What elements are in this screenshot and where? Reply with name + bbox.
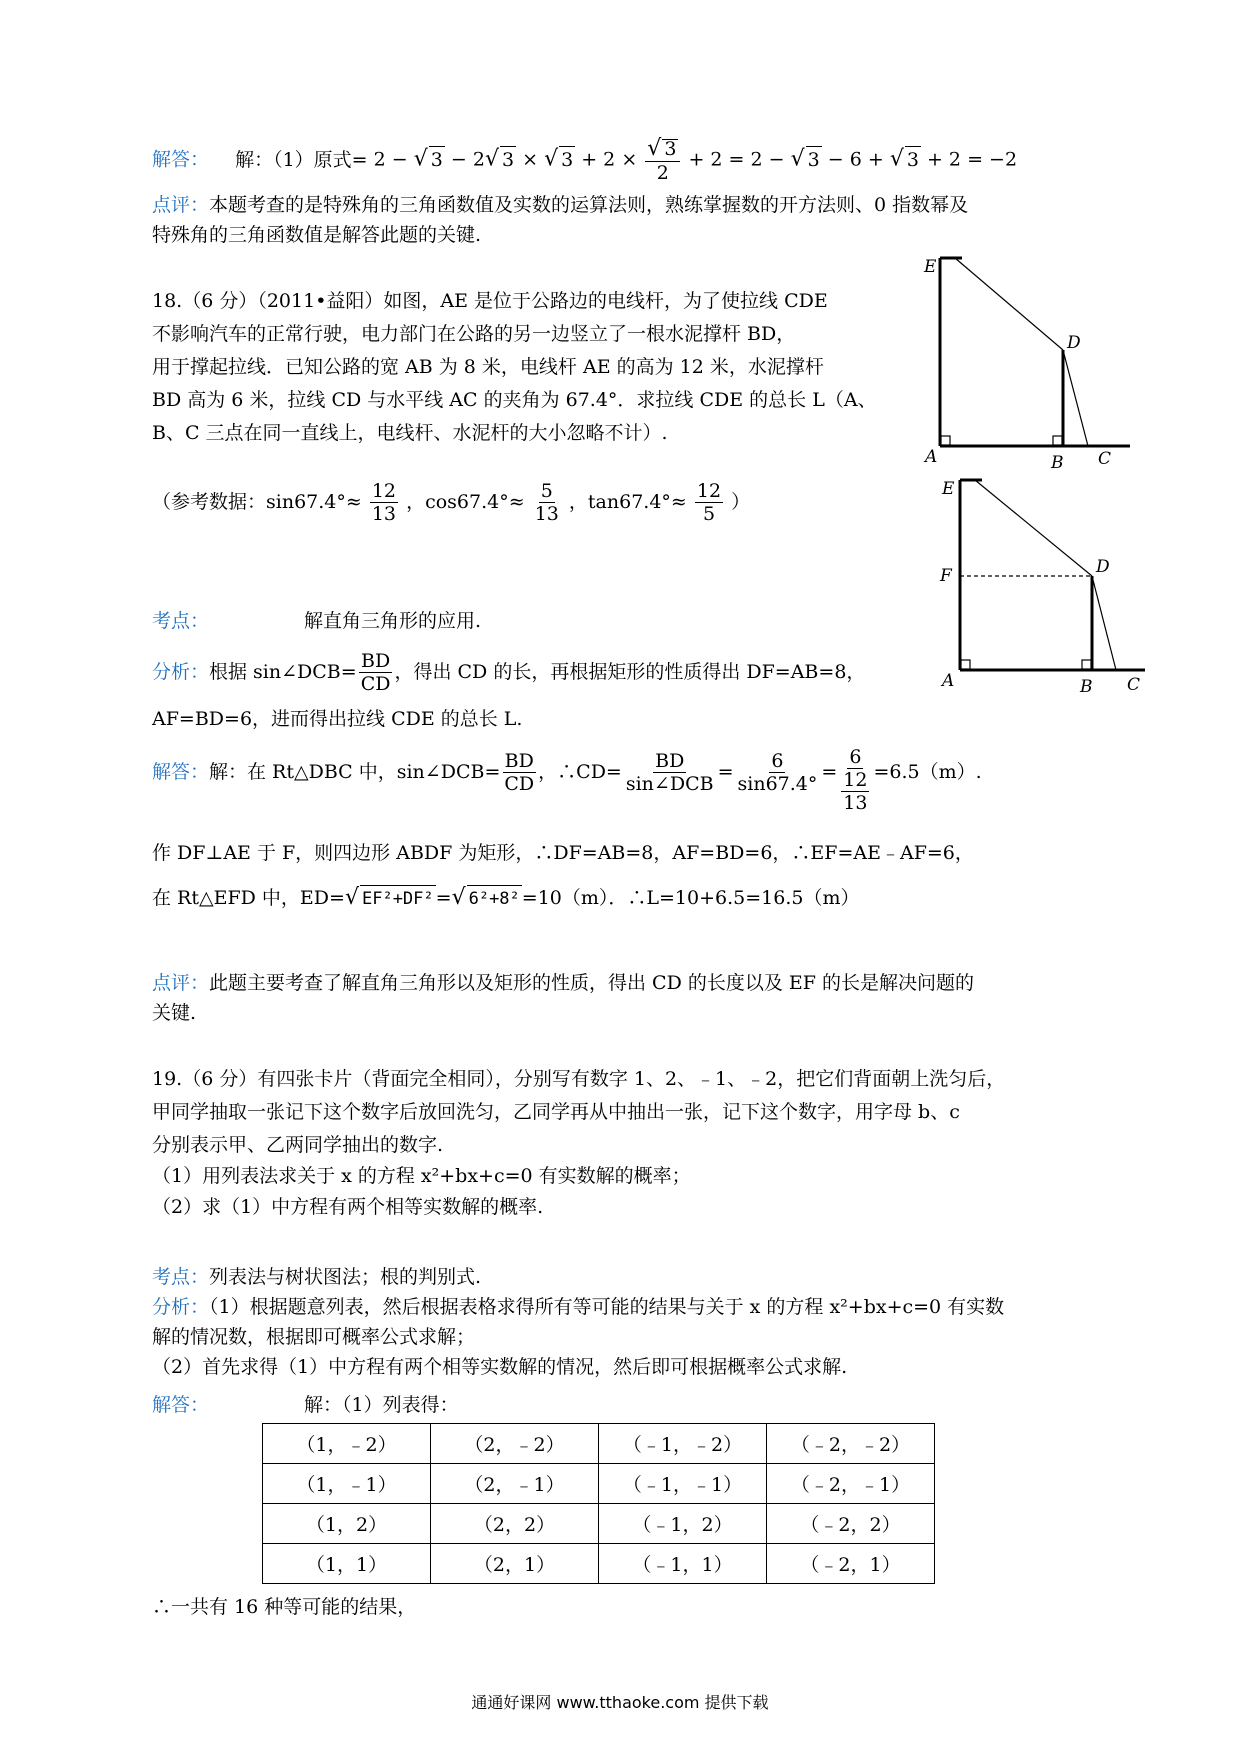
frac-num: BD (655, 750, 685, 772)
figure-2-diagram (920, 472, 1155, 700)
analysis-text: ，得出 CD 的长，再根据矩形的性质得出 DF=AB=8， (394, 661, 866, 683)
frac-num: 12 (371, 480, 397, 502)
frac-den: CD (504, 773, 535, 795)
frac-den: 13 (371, 503, 397, 525)
statement-line: 分别表示甲、乙两同学抽出的数字. (152, 1134, 444, 1156)
ref-text: ） (731, 491, 751, 513)
table-cell: （2，﹣2） (431, 1424, 599, 1464)
answer-label: 解答： (152, 1394, 210, 1416)
table-cell: （﹣1，1） (599, 1544, 767, 1584)
answer-label: 解答： (152, 148, 210, 171)
q19-point (152, 1264, 481, 1291)
q17-comment (152, 192, 968, 219)
frac-den: 5 (702, 503, 716, 525)
sqrt-value: 3 (905, 146, 921, 174)
table-cell: （﹣2，﹣2） (767, 1424, 935, 1464)
label-b: B (1051, 453, 1064, 473)
wire-dc (1063, 350, 1088, 446)
frac-num: 6 (771, 750, 784, 772)
table-cell: （﹣2，1） (767, 1544, 935, 1584)
answer-text: =6.5（m）. (873, 761, 982, 783)
frac-num: BD (360, 650, 391, 672)
expr-part: + 2 × (575, 148, 644, 171)
equals: = (435, 887, 452, 909)
answer-text: ，∴CD= (538, 761, 622, 783)
q18-comment (152, 970, 974, 997)
table-cell: （﹣1，﹣1） (599, 1464, 767, 1504)
analysis-label: 分析： (152, 661, 210, 683)
q19-analysis (152, 1294, 1112, 1381)
statement-line: 18.（6 分）（2011•益阳）如图，AE 是位于公路边的电线杆，为了使拉线 CDE (152, 290, 828, 312)
q18-comment-line2: 关键. (152, 1002, 197, 1024)
equals: = (717, 761, 734, 783)
outcome-table (262, 1423, 935, 1584)
statement-line: B、C 三点在同一直线上，电线杆、水泥杆的大小忽略不计）. (152, 422, 668, 444)
fraction (502, 752, 536, 794)
label-d: D (1067, 333, 1081, 353)
fraction (370, 482, 398, 524)
table-cell: （2，﹣1） (431, 1464, 599, 1504)
table-cell: （﹣1，2） (599, 1504, 767, 1544)
answer-text: 在 Rt△EFD 中，ED= (152, 887, 345, 909)
right-angle-a (941, 436, 950, 445)
statement-line: 不影响汽车的正常行驶，电力部门在公路的另一边竖立了一根水泥撑杆 BD， (152, 323, 796, 345)
frac-num: 3 (664, 138, 677, 160)
q18-reference-data (152, 482, 750, 524)
frac-den: CD (360, 673, 391, 695)
answer-text: 解：在 Rt△DBC 中，sin∠DCB= (209, 761, 501, 783)
q18-answer-line2: 作 DF⊥AE 于 F，则四边形 ABDF 为矩形，∴DF=AB=8，AF=BD=6，∴EF=AE﹣AF=6， (152, 842, 974, 864)
table-cell: （1，﹣1） (263, 1464, 431, 1504)
point-label: 考点： (152, 610, 210, 632)
frac-den: 13 (843, 792, 868, 814)
fraction (695, 482, 723, 524)
label-c: C (1098, 449, 1112, 469)
analysis-line: 解的情况数，根据即可概率公式求解； (152, 1326, 476, 1348)
expr-part: − 6 + (821, 148, 890, 171)
fraction (736, 752, 820, 794)
sqrt-value: 3 (559, 146, 575, 174)
label-f: F (940, 566, 952, 586)
analysis-line: （2）首先求得（1）中方程有两个相等实数解的情况，然后即可根据概率公式求解. (152, 1356, 848, 1378)
wire-ed (955, 258, 1063, 350)
point-text: 列表法与树状图法；根的判别式. (209, 1266, 482, 1288)
sqrt-value: 3 (806, 146, 822, 174)
sub-question-1: （1）用列表法求关于 x 的方程 x²+bx+c=0 有实数解的概率； (152, 1165, 691, 1187)
sqrt-value: EF²+DF² (360, 885, 436, 913)
equals: = (821, 761, 838, 783)
label-a: A (942, 671, 955, 691)
analysis-text: 根据 sin∠DCB= (209, 661, 357, 683)
q19-conclusion: ∴一共有 16 种等可能的结果， (152, 1596, 417, 1618)
label-c: C (1127, 675, 1141, 695)
q17-answer-line: 解答： 解：（1）原式= 2 − √ 3 − 2√ 3 × √ 3 + 2 × $\frac{√ 3}{2}$ + 2 = 2 − √ 3 − 6 + √ 3 + 2 = −2 (152, 136, 1018, 184)
label-e: E (942, 479, 955, 499)
answer-text: 解：（1）列表得： (304, 1394, 459, 1416)
sqrt-value: 3 (500, 146, 516, 174)
table-row (263, 1504, 935, 1544)
wire-ed (975, 480, 1092, 576)
fraction (533, 482, 561, 524)
label-b: B (1080, 677, 1093, 697)
label-a: A (925, 447, 938, 467)
frac-den: sin67.4° (737, 773, 818, 795)
frac-den: 2 (656, 162, 669, 184)
q19-answer (152, 1392, 459, 1419)
table-row (263, 1424, 935, 1464)
statement-line: 19.（6 分）有四张卡片（背面完全相同），分别写有数字 1、2、﹣1、﹣2，把它们背面朝上洗匀后， (152, 1068, 1006, 1090)
q17-answer-text: 解：（1）原式= (235, 148, 368, 171)
comment-text: 此题主要考查了解直角三角形以及矩形的性质，得出 CD 的长度以及 EF 的长是解决问题的 (209, 972, 974, 994)
ref-text: ，tan67.4°≈ (568, 491, 687, 513)
nested-fraction (839, 748, 871, 813)
q19-statement (152, 1066, 1112, 1221)
frac-num: BD (504, 750, 534, 772)
q18-analysis (152, 652, 865, 694)
wire-dc (1092, 576, 1116, 670)
frac-den-nested (839, 769, 871, 813)
sub-question-2: （2）求（1）中方程有两个相等实数解的概率. (152, 1196, 544, 1218)
analysis-text: （1）根据题意列表，然后根据表格求得所有等可能的结果与关于 x 的方程 x²+bx+c=0 有实数 (209, 1296, 1005, 1318)
table-cell: （1，1） (263, 1544, 431, 1584)
q18-analysis-line2: AF=BD=6，进而得出拉线 CDE 的总长 L. (152, 708, 523, 730)
ref-text: ，cos67.4°≈ (406, 491, 525, 513)
statement-line: 甲同学抽取一张记下这个数字后放回洗匀，乙同学再从中抽出一张，记下这个数字，用字母 b、c (152, 1101, 960, 1123)
frac-den: 13 (534, 503, 559, 525)
fraction (359, 652, 393, 694)
comment-label: 点评： (152, 194, 210, 216)
q18-statement (152, 288, 912, 447)
table-cell: （2，2） (431, 1504, 599, 1544)
expr-part: × (516, 148, 545, 171)
comment-label: 点评： (152, 972, 210, 994)
point-text: 解直角三角形的应用. (304, 610, 482, 632)
sqrt-value: 3 (429, 146, 445, 174)
q18-point (152, 608, 481, 635)
table-cell: （1，﹣2） (263, 1424, 431, 1464)
expr-part: + 2 = −2 (920, 148, 1018, 171)
label-e: E (924, 257, 937, 277)
table-cell: （﹣2，﹣1） (767, 1464, 935, 1504)
answer-text: =10（m）．∴L=10+6.5=16.5（m） (521, 887, 860, 909)
table-cell: （2，1） (431, 1544, 599, 1584)
expr-part: − 2 (444, 148, 485, 171)
statement-line: 用于撑起拉线．已知公路的宽 AB 为 8 米，电线杆 AE 的高为 12 米，水泥撑杆 (152, 356, 824, 378)
right-angle-b (1053, 436, 1062, 445)
frac-num: 5 (540, 480, 553, 502)
table-row (263, 1464, 935, 1504)
point-label: 考点： (152, 1266, 210, 1288)
table-row (263, 1544, 935, 1584)
page-footer: 通通好课网 www.tthaoke.com 提供下载 (471, 1693, 769, 1712)
table-cell: （﹣1，﹣2） (599, 1424, 767, 1464)
analysis-label: 分析： (152, 1296, 210, 1318)
comment-text: 本题考查的是特殊角的三角函数值及实数的运算法则，熟练掌握数的开方法则、0 指数幂及 (209, 194, 969, 216)
q18-answer-line3: 在 Rt△EFD 中，ED=√ EF²+DF² =√ 6²+8² =10（m）．∴L=10+6.5=16.5（m） (152, 884, 860, 913)
frac-num: 6 (849, 746, 862, 768)
right-angle-b (1082, 660, 1091, 669)
label-d: D (1096, 557, 1110, 577)
ref-text: （参考数据：sin67.4°≈ (152, 491, 362, 513)
expr-part: 2 − (373, 148, 414, 171)
q18-answer (152, 746, 982, 814)
frac-num: 12 (696, 480, 722, 502)
fraction (624, 752, 716, 794)
fraction: $\frac{√ 3}{2}$ (645, 138, 680, 183)
answer-label: 解答： (152, 761, 210, 783)
frac-den: sin∠DCB (625, 773, 714, 795)
right-angle-a (961, 660, 970, 669)
table-cell: （1，2） (263, 1504, 431, 1544)
expr-part: + 2 = 2 − (688, 148, 791, 171)
sqrt-value: 6²+8² (467, 885, 522, 913)
frac-num: 12 (843, 769, 868, 791)
statement-line: BD 高为 6 米，拉线 CD 与水平线 AC 的夹角为 67.4°．求拉线 CDE 的总长 L（A、 (152, 389, 877, 411)
table-cell: （﹣2，2） (767, 1504, 935, 1544)
q17-comment-line2: 特殊角的三角函数值是解答此题的关键. (152, 224, 482, 246)
figure-1-diagram (920, 250, 1135, 475)
